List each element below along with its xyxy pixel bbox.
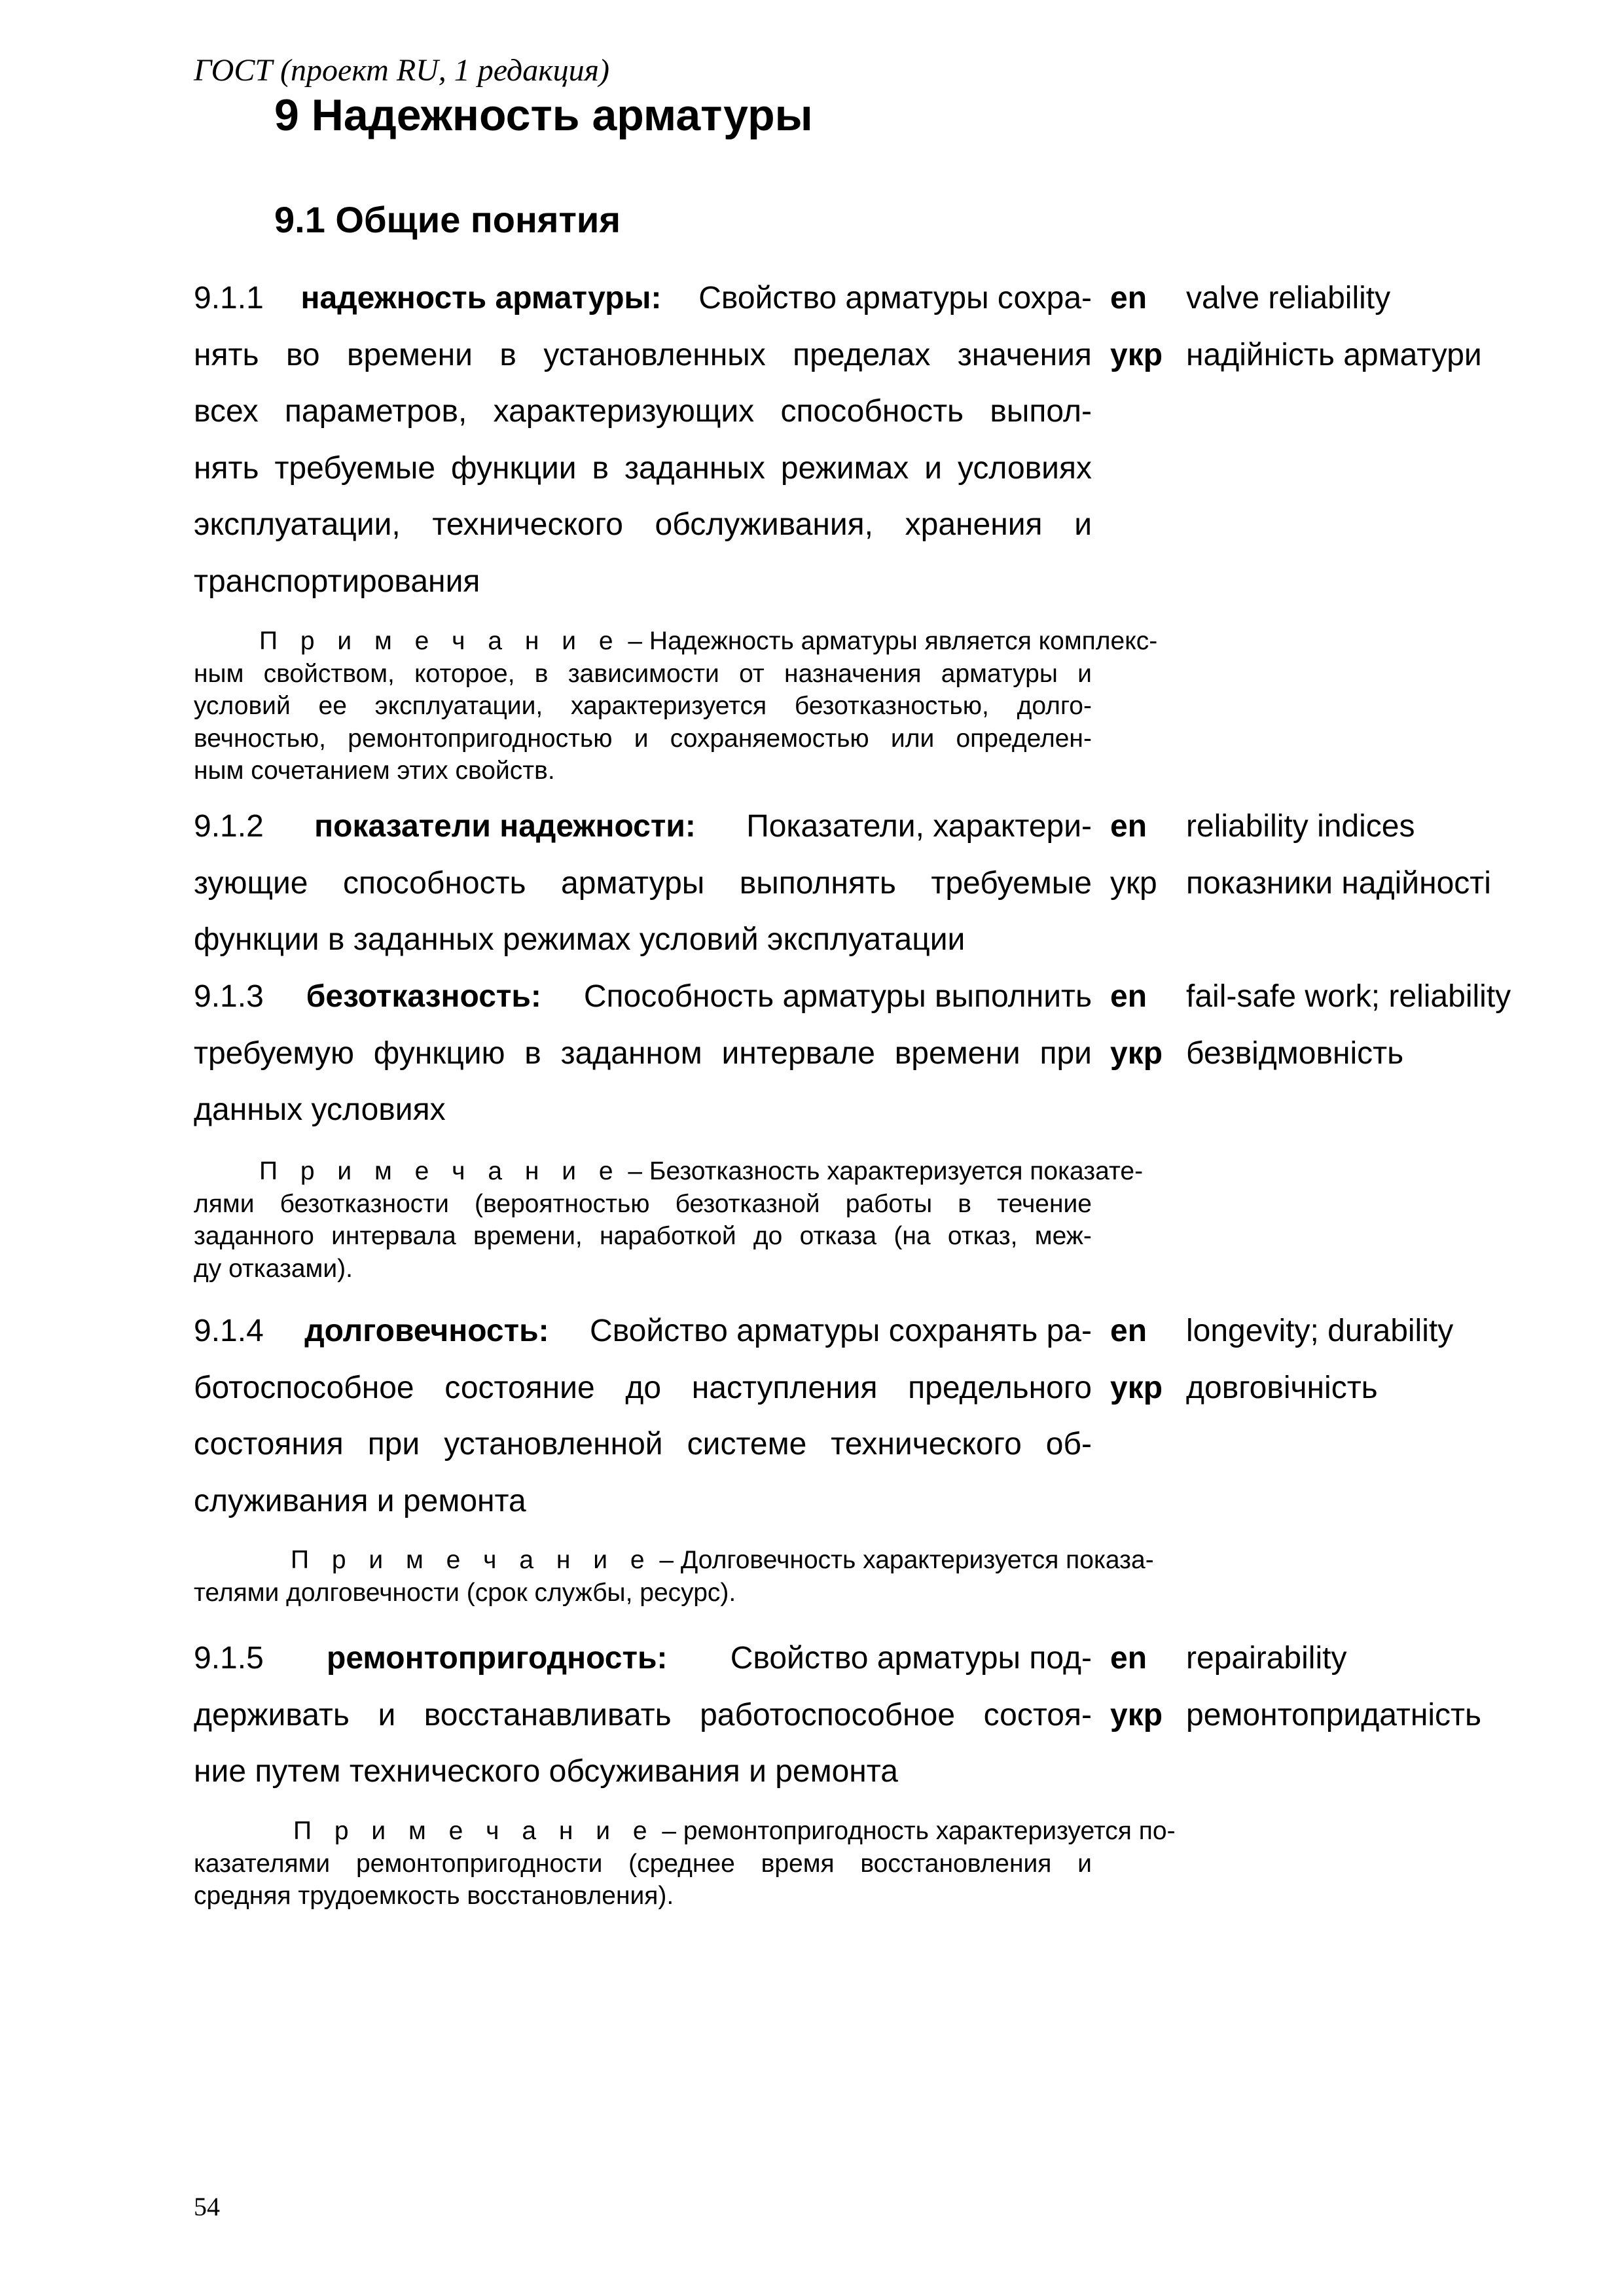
note-line: ным свойством, которое, в зависимости от назначения арматуры и [194,659,1092,688]
term-name: ремонтопригодность: [327,1641,668,1676]
translation-en: longevity; durability [1186,1314,1454,1348]
page-number: 54 [194,2192,220,2221]
lang-code-en: en [1110,1641,1147,1676]
definition-line: нять во времени в установленных пределах значения [194,337,1092,372]
note-line: средняя трудоемкость восстановления). [194,1882,674,1910]
lang-code-en: en [1110,809,1147,844]
definition-text: Свойство арматуры сохра- [698,281,1092,315]
lang-code-ukr: укр [1110,1370,1163,1405]
translation-ukr: надійність арматури [1186,337,1482,372]
translation-en: repairability [1186,1641,1347,1676]
note-line: условий ее эксплуатации, характеризуется безотказностью, долго- [194,692,1092,720]
note-block [194,626,1158,789]
note-label: П р и м е ч а н и е [293,1817,655,1845]
translation-en: reliability indices [1186,809,1415,844]
definition-line: служивания и ремонта [194,1483,526,1518]
definition-line: всех параметров, характеризующих способность выпол- [194,394,1092,429]
note-line: П р и м е ч а н и е – Долговечность характеризуется показа- [291,1546,1154,1574]
definition-line: ботоспособное состояние до наступления предельного [194,1370,1092,1405]
note-line: П р и м е ч а н и е – Безотказность характеризуется показате- [259,1157,1144,1185]
definition-line: нять требуемые функции в заданных режимах и условиях [194,450,1092,486]
lang-code-en: en [1110,281,1147,315]
definition-line: функции в заданных режимах условий эксплуатации [194,922,965,957]
note-block [194,1816,1176,1914]
lang-code-ukr: укр [1110,1035,1163,1071]
definition-line: держивать и восстанавливать работоспособное состоя- [194,1697,1092,1732]
term-entry [194,1640,1624,1810]
note-line: казателями ремонтопригодности (среднее время восстановления и [194,1849,1092,1878]
lang-code-en: en [1110,979,1147,1014]
definition-text: Способность арматуры выполнить [583,979,1092,1014]
lang-code-ukr: укр [1110,865,1157,901]
translation-ukr: показники надійності [1186,865,1491,901]
definition-line [194,808,1092,846]
note-label: П р и м е ч а н и е [291,1546,653,1574]
subsection-title: 9.1 Общие понятия [274,199,621,240]
lang-code-ukr: укр [1110,337,1163,372]
term-name: надежность арматуры: [300,281,662,315]
note-line: лями безотказности (вероятностью безотказной работы в течение [194,1189,1092,1218]
section-title: 9 Надежность арматуры [274,90,813,140]
term-entry [194,279,1624,619]
term-name: показатели надежности: [314,809,696,844]
translation-en: fail-safe work; reliability [1186,979,1511,1014]
note-block [194,1545,1154,1610]
translation-ukr: довговічність [1186,1370,1378,1405]
term-number: 9.1.2 [194,809,264,844]
note-label: П р и м е ч а н и е [259,627,621,655]
lang-code-en: en [1110,1314,1147,1348]
note-line: заданного интервала времени, наработкой до отказа (на отказ, меж- [194,1222,1092,1250]
definition-text: Свойство арматуры под- [730,1641,1092,1676]
term-name: безотказность: [306,979,541,1014]
term-entry [194,808,1624,978]
note-line: П р и м е ч а н и е – ремонтопригодность характеризуется по- [293,1817,1176,1845]
term-number: 9.1.3 [194,979,264,1014]
note-block [194,1157,1144,1286]
note-line: ным сочетанием этих свойств. [194,757,555,785]
definition-line [194,1640,1092,1677]
term-number: 9.1.4 [194,1314,264,1348]
running-header: ГОСТ (проект RU, 1 редакция) [194,53,609,88]
translation-en: valve reliability [1186,281,1391,315]
definition-line: эксплуатации, технического обслуживания, хранения и [194,507,1092,542]
definition-line: требуемую функцию в заданном интервале времени при [194,1035,1092,1071]
lang-code-ukr: укр [1110,1697,1163,1732]
term-entry [194,1312,1624,1539]
definition-line [194,1312,1092,1350]
term-number: 9.1.5 [194,1641,264,1676]
definition-line: зующие способность арматуры выполнять требуемые [194,865,1092,901]
definition-line: транспортирования [194,564,480,599]
translation-ukr: ремонтопридатність [1186,1697,1482,1732]
term-entry [194,978,1624,1148]
note-line: вечностью, ремонтопригодностью и сохраняемостью или определен- [194,724,1092,753]
note-line: П р и м е ч а н и е – Надежность арматуры является комплекс- [259,627,1158,655]
definition-line [194,978,1092,1016]
definition-line: состояния при установленной системе технического об- [194,1427,1092,1462]
definition-line [194,279,1092,317]
definition-text: Свойство арматуры сохранять ра- [590,1314,1092,1348]
term-name: долговечность: [304,1314,549,1348]
note-line: телями долговечности (срок службы, ресурс). [194,1578,736,1607]
term-number: 9.1.1 [194,281,264,315]
definition-line: ние путем технического обсуживания и ремонта [194,1754,898,1789]
definition-line: данных условиях [194,1092,446,1127]
note-line: ду отказами). [194,1254,353,1283]
note-label: П р и м е ч а н и е [259,1157,621,1185]
definition-text: Показатели, характери- [746,809,1092,844]
translation-ukr: безвідмовність [1186,1035,1404,1071]
